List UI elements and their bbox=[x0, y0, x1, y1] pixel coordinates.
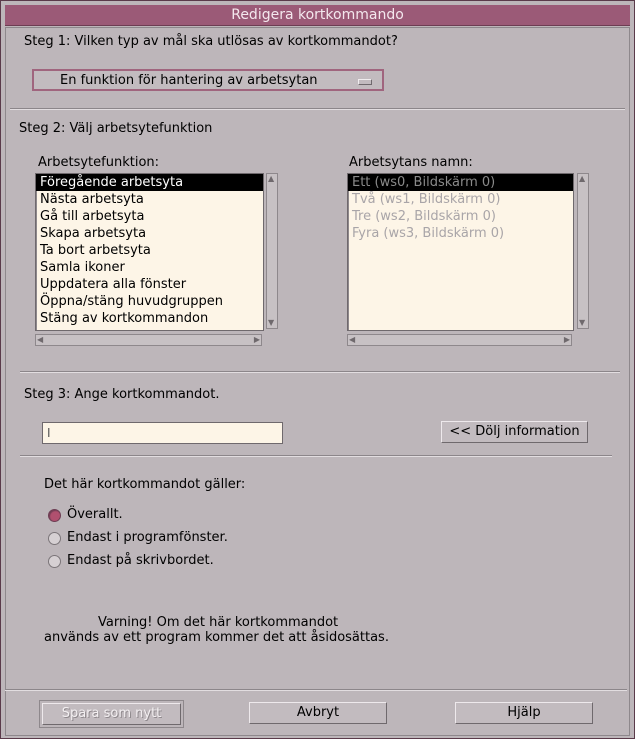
target-type-value: En funktion för hantering av arbetsytan bbox=[60, 73, 318, 88]
hide-info-button[interactable]: << Dölj information bbox=[441, 421, 588, 443]
workspace-names-list[interactable] bbox=[347, 173, 574, 331]
separator-step3 bbox=[20, 455, 612, 457]
scroll-left-icon[interactable]: ◀ bbox=[37, 335, 44, 344]
scroll-up-icon[interactable]: ▲ bbox=[579, 174, 586, 183]
list-item[interactable]: Tre (ws2, Bildskärm 0) bbox=[352, 209, 496, 224]
target-type-option-menu[interactable] bbox=[32, 69, 384, 91]
scope-label: Det här kortkommandot gäller: bbox=[44, 477, 246, 492]
scroll-left-icon[interactable]: ◀ bbox=[349, 335, 356, 344]
list-item[interactable]: Föregående arbetsyta bbox=[36, 174, 263, 191]
list-item[interactable]: Uppdatera alla fönster bbox=[40, 277, 187, 292]
list-item[interactable]: Samla ikoner bbox=[40, 260, 125, 275]
list-item[interactable]: Ett (ws0, Bildskärm 0) bbox=[348, 174, 573, 191]
list-item[interactable]: Fyra (ws3, Bildskärm 0) bbox=[352, 226, 505, 241]
list-item[interactable]: Nästa arbetsyta bbox=[40, 192, 144, 207]
functions-list[interactable] bbox=[35, 173, 264, 331]
scroll-right-icon[interactable]: ▶ bbox=[253, 335, 260, 344]
list-item[interactable]: Skapa arbetsyta bbox=[40, 226, 147, 241]
step3-label: Steg 3: Ange kortkommandot. bbox=[24, 387, 220, 402]
title-bar[interactable] bbox=[5, 5, 630, 26]
names-vertical-scrollbar[interactable] bbox=[577, 173, 589, 329]
text-cursor-icon: I bbox=[47, 426, 51, 440]
separator-step2 bbox=[20, 371, 620, 373]
list-item[interactable]: Ta bort arbetsyta bbox=[40, 243, 151, 258]
window-title: Redigera kortkommando bbox=[231, 7, 404, 23]
radio-desktop[interactable] bbox=[48, 555, 61, 568]
scroll-right-icon[interactable]: ▶ bbox=[563, 335, 570, 344]
functions-vertical-scrollbar[interactable] bbox=[266, 173, 278, 329]
step1-label: Steg 1: Vilken typ av mål ska utlösas av kortkommandot? bbox=[24, 34, 398, 49]
list-item[interactable]: Gå till arbetsyta bbox=[40, 209, 145, 224]
scroll-down-icon[interactable]: ▼ bbox=[579, 318, 586, 327]
functions-header: Arbetsytefunktion: bbox=[38, 155, 160, 170]
functions-horizontal-scrollbar[interactable] bbox=[35, 334, 262, 346]
separator-step1 bbox=[10, 108, 625, 110]
warning-line1: Varning! Om det här kortkommandot bbox=[98, 615, 339, 630]
cancel-button[interactable]: Avbryt bbox=[249, 702, 387, 724]
option-menu-indicator-icon bbox=[358, 79, 372, 85]
list-item[interactable]: Öppna/stäng huvudgruppen bbox=[40, 294, 224, 309]
separator-footer bbox=[5, 689, 627, 691]
radio-everywhere[interactable] bbox=[48, 509, 61, 522]
help-button[interactable]: Hjälp bbox=[455, 702, 593, 724]
radio-app-windows[interactable] bbox=[48, 532, 61, 545]
workspace-names-header: Arbetsytans namn: bbox=[349, 155, 473, 170]
radio-everywhere-label[interactable]: Överallt. bbox=[67, 507, 123, 522]
scroll-down-icon[interactable]: ▼ bbox=[268, 318, 275, 327]
warning-line2: används av ett program kommer det att åsidosättas. bbox=[44, 630, 389, 645]
list-item[interactable]: Två (ws1, Bildskärm 0) bbox=[352, 192, 501, 207]
list-item[interactable]: Stäng av kortkommandon bbox=[40, 311, 209, 326]
step2-label: Steg 2: Välj arbetsytefunktion bbox=[19, 121, 213, 136]
scroll-up-icon[interactable]: ▲ bbox=[268, 174, 275, 183]
radio-desktop-label[interactable]: Endast på skrivbordet. bbox=[67, 553, 214, 568]
shortcut-input[interactable] bbox=[42, 422, 283, 444]
names-horizontal-scrollbar[interactable] bbox=[347, 334, 572, 346]
save-as-new-button[interactable]: Spara som nytt bbox=[42, 703, 181, 725]
radio-app-windows-label[interactable]: Endast i programfönster. bbox=[67, 530, 228, 545]
